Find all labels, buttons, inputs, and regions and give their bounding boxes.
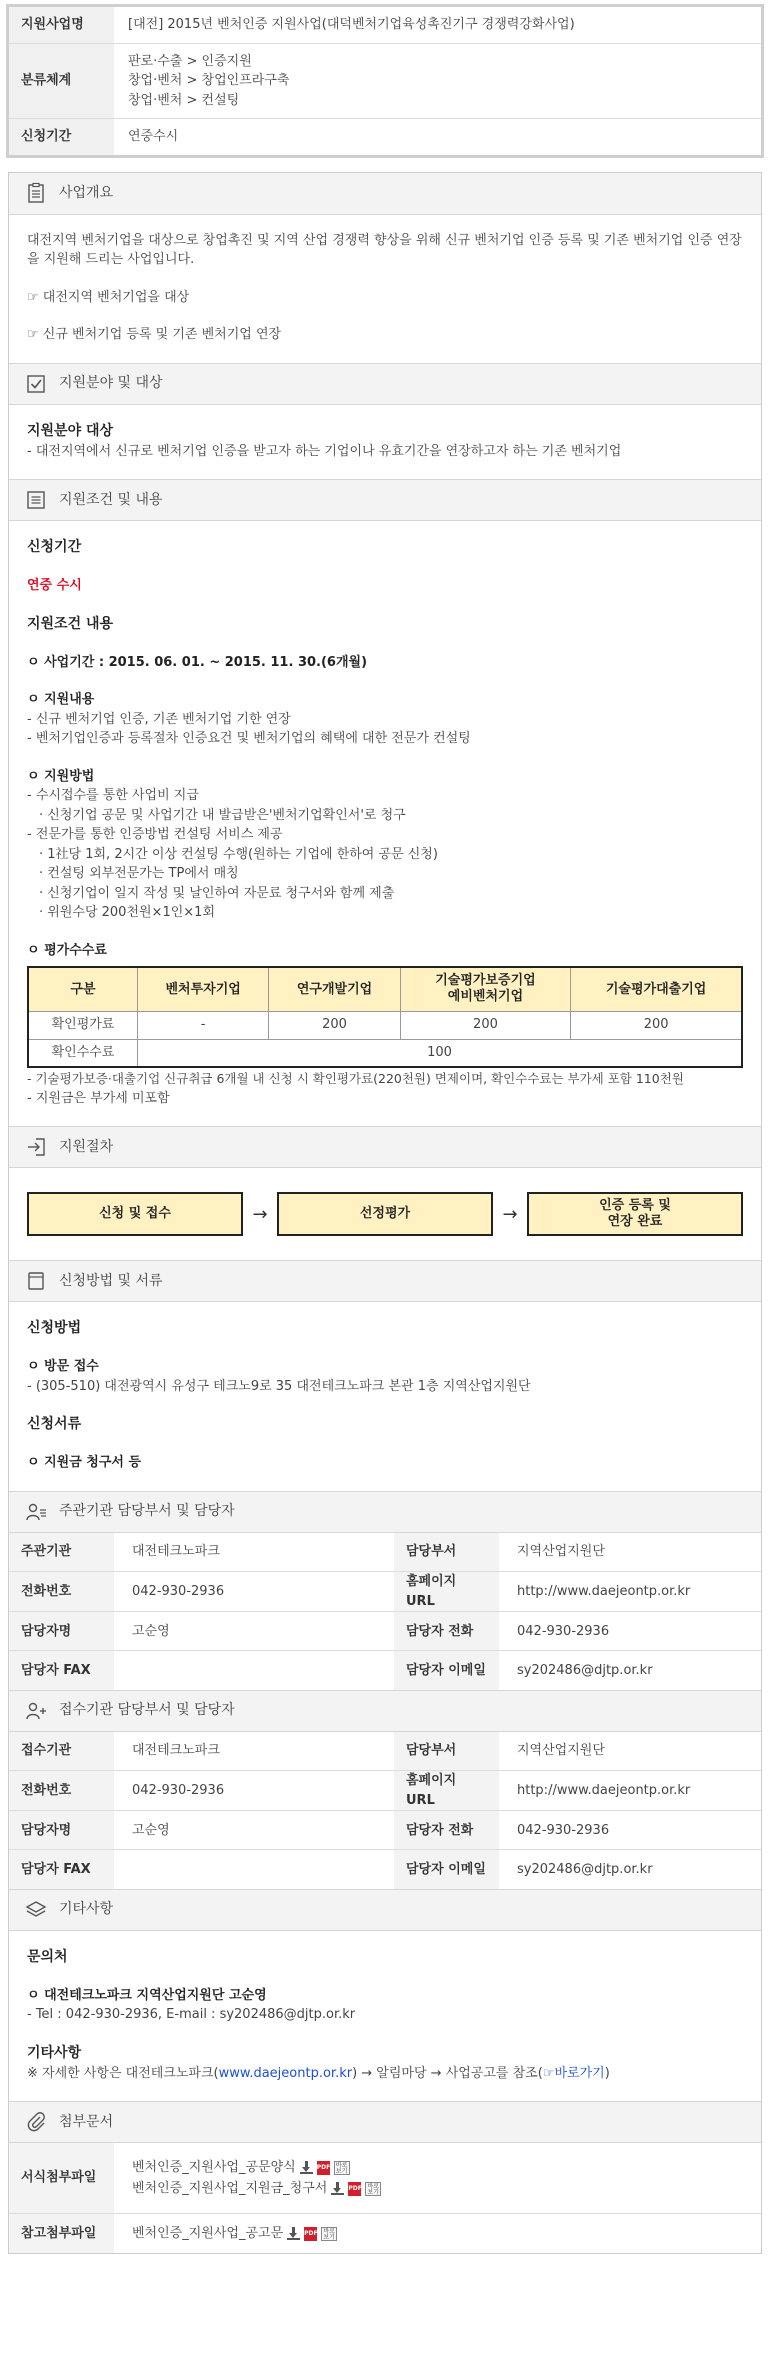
info-label: 담당자 이메일	[394, 1651, 499, 1690]
info-label: 담당자 FAX	[9, 1651, 114, 1690]
support-heading: ㅇ 지원내용	[27, 692, 95, 707]
info-label: 담당부서	[394, 1732, 499, 1771]
person-add-icon	[25, 1700, 47, 1722]
procedure-body	[9, 1168, 761, 1260]
file-name[interactable]: 벤처인증_지원사업_지원금_청구서	[132, 2180, 328, 2196]
info-value: 고순영	[114, 1811, 394, 1850]
host-table	[9, 1533, 761, 1690]
info-label: 담당부서	[394, 1533, 499, 1572]
table-row	[9, 1732, 761, 1771]
homepage-url: http://www.daejeontp.or.kr	[499, 1572, 761, 1612]
view-icon[interactable]: 바로보기	[334, 2161, 350, 2175]
info-label: 접수기관	[9, 1732, 114, 1771]
info-value: 대전테크노파크	[114, 1732, 394, 1771]
table-row	[9, 1651, 761, 1690]
pdf-icon[interactable]: PDF	[317, 2161, 330, 2175]
fee-cell: 200	[400, 1011, 570, 1039]
info-value: 042-930-2936	[114, 1572, 394, 1612]
section-header-etc	[9, 1889, 761, 1931]
section-title: 주관기관 담당부서 및 담당자	[59, 1503, 235, 1520]
contact-heading: 문의처	[27, 1948, 68, 1965]
info-value: 대전테크노파크	[114, 1533, 394, 1572]
other-heading: 기타사항	[27, 2044, 82, 2061]
paperclip-icon	[25, 2111, 47, 2133]
receiver-table	[9, 1732, 761, 1889]
download-icon[interactable]	[287, 2227, 300, 2240]
fee-col-header: 기술평가보증기업 예비벤처기업	[400, 967, 570, 1011]
fee-note: - 지원금은 부가세 미포함	[27, 1090, 170, 1106]
fee-cell: -	[137, 1011, 268, 1039]
section-title: 지원분야 및 대상	[59, 375, 163, 391]
etc-body	[9, 1931, 761, 2102]
ref-files	[114, 2213, 761, 2253]
summary-name-label: 지원사업명	[9, 7, 114, 43]
info-label: 홈페이지 URL	[394, 1572, 499, 1612]
info-value: sy202486@djtp.or.kr	[517, 1662, 653, 1678]
attachments-table	[9, 2143, 761, 2253]
info-label: 담당자 FAX	[9, 1850, 114, 1889]
procedure-step: 인증 등록 및 연장 완료	[527, 1192, 743, 1236]
fee-note: - 기술평가보증·대출기업 신규취급 6개월 내 신청 시 확인평가료(220천원) 면제이며, 확인수수료는 부가세 포함 110천원	[27, 1071, 684, 1086]
table-row	[9, 1533, 761, 1572]
section-title: 신청방법 및 서류	[59, 1272, 163, 1289]
section-header-conditions	[9, 479, 761, 521]
fee-cell: 확인수수료	[28, 1039, 137, 1067]
summary-category-value	[114, 43, 761, 119]
pdf-icon[interactable]: PDF	[348, 2182, 361, 2196]
summary-period-value: 연중수시	[128, 129, 179, 144]
section-header-receiver	[9, 1690, 761, 1732]
fee-col-header: 벤처투자기업	[137, 967, 268, 1011]
target-body	[9, 405, 761, 480]
info-value	[114, 1850, 394, 1889]
table-row	[9, 2213, 761, 2253]
info-value: 지역산업지원단	[499, 1533, 761, 1572]
support-line: - 벤처기업인증과 등록절차 인증요건 및 벤처기업의 혜택에 대한 전문가 컨설팅	[27, 731, 471, 746]
method-line: · 컨설팅 외부전문가는 TP에서 매칭	[39, 866, 239, 881]
table-row	[9, 1572, 761, 1612]
fee-col-header: 연구개발기업	[269, 967, 400, 1011]
category-item: 창업·벤처 > 창업인프라구축	[128, 73, 290, 88]
section-header-host	[9, 1491, 761, 1533]
form-files	[114, 2143, 761, 2213]
info-value: 042-930-2936	[499, 1612, 761, 1651]
download-icon[interactable]	[300, 2161, 313, 2174]
category-item: 판로·수출 > 인증지원	[128, 53, 252, 69]
fee-cell: 200	[269, 1011, 400, 1039]
section-header-attachments	[9, 2101, 761, 2143]
other-text-part: )	[604, 2065, 610, 2081]
person-list-icon	[25, 1501, 47, 1523]
layers-icon	[25, 1899, 47, 1921]
content-heading: 지원조건 내용	[27, 615, 114, 632]
info-label: 전화번호	[9, 1572, 114, 1612]
method-line: · 신청기업 공문 및 사업기간 내 발급받은'벤처기업확인서'로 청구	[39, 807, 406, 823]
category-item: 창업·벤처 > 컨설팅	[128, 92, 240, 108]
contact-org: ㅇ 대전테크노파크 지역산업지원단 고순영	[27, 1987, 267, 2003]
table-row	[9, 1771, 761, 1811]
fee-cell: 100	[137, 1039, 742, 1067]
overview-body	[9, 215, 761, 363]
summary-name-value: [대전] 2015년 벤처인증 지원사업(대덕벤처기업육성촉진기구 경쟁력강화사업)	[114, 7, 761, 43]
table-row	[9, 1612, 761, 1651]
info-label: 담당자명	[9, 1811, 114, 1850]
file-name[interactable]: 벤처인증_지원사업_공문양식	[132, 2159, 296, 2175]
table-row	[28, 1039, 742, 1067]
method-line: · 위원수당 200천원×1인×1회	[39, 905, 216, 920]
apply-visit: ㅇ 방문 접수	[27, 1359, 99, 1375]
other-text-part: ) → 알림마당 → 사업공고를 참조(	[352, 2065, 543, 2081]
procedure-step: 선정평가	[277, 1192, 493, 1236]
period-value: 연중 수시	[27, 578, 82, 593]
overview-bullet: ☞ 신규 벤처기업 등록 및 기존 벤처기업 연장	[27, 327, 282, 342]
info-label: 홈페이지 URL	[394, 1771, 499, 1811]
fee-cell: 200	[571, 1011, 742, 1039]
section-title: 기타사항	[59, 1901, 114, 1918]
info-value: 고순영	[114, 1612, 394, 1651]
apply-address: - (305-510) 대전광역시 유성구 테크노9로 35 대전테크노파크 본관 1층 지역산업지원단	[27, 1378, 531, 1394]
fee-col-header: 구분	[28, 967, 137, 1011]
method-line: - 전문가를 통한 인증방법 컨설팅 서비스 제공	[27, 827, 283, 842]
fee-col-header: 기술평가대출기업	[571, 967, 742, 1011]
form-files-label: 서식첨부파일	[9, 2143, 114, 2213]
section-header-target	[9, 363, 761, 405]
view-icon[interactable]: 바로보기	[365, 2182, 381, 2196]
clipboard-icon	[25, 182, 47, 204]
section-header-apply	[9, 1260, 761, 1302]
section-title: 사업개요	[59, 184, 114, 201]
summary-period-label: 신청기간	[9, 119, 114, 155]
file-name[interactable]: 벤처인증_지원사업_공고문	[132, 2225, 284, 2241]
apply-body	[9, 1302, 761, 1491]
goto-link[interactable]: ☞바로가기	[542, 2065, 605, 2081]
table-row	[9, 2143, 761, 2213]
target-heading: 지원분야 대상	[27, 422, 114, 439]
file-item	[132, 2178, 743, 2199]
target-text: - 대전지역에서 신규로 벤처기업 인증을 받고자 하는 기업이나 유효기간을 연장하고자 하는 기존 벤처기업	[27, 443, 622, 459]
section-header-procedure	[9, 1126, 761, 1168]
period-heading: 신청기간	[27, 539, 82, 555]
procedure-steps	[27, 1184, 743, 1242]
fee-heading: ㅇ 평가수수료	[27, 942, 107, 958]
section-title: 지원조건 및 내용	[59, 491, 163, 508]
view-icon[interactable]: 바로보기	[321, 2227, 337, 2241]
apply-method-heading: 신청방법	[27, 1320, 82, 1337]
ref-files-label: 참고첨부파일	[9, 2213, 114, 2253]
method-line: · 신청기업이 일지 작성 및 날인하여 자문료 청구서와 함께 제출	[39, 885, 395, 901]
info-value: sy202486@djtp.or.kr	[517, 1861, 653, 1877]
file-item	[132, 2157, 743, 2178]
detail-card	[8, 172, 762, 2255]
summary-box	[6, 4, 764, 158]
procedure-step: 신청 및 접수	[27, 1192, 243, 1236]
section-header-overview	[9, 173, 761, 215]
info-value: 지역산업지원단	[499, 1732, 761, 1771]
table-row	[28, 1011, 742, 1039]
checkbox-icon	[25, 373, 47, 395]
support-line: - 신규 벤처기업 인증, 기존 벤처기업 기한 연장	[27, 711, 291, 727]
info-label: 담당자 전화	[394, 1612, 499, 1651]
section-title: 지원절차	[59, 1138, 114, 1155]
info-label: 담당자 전화	[394, 1811, 499, 1850]
download-icon[interactable]	[331, 2182, 344, 2195]
info-value: 042-930-2936	[114, 1771, 394, 1811]
info-label: 주관기관	[9, 1533, 114, 1572]
conditions-body	[9, 521, 761, 1126]
section-title: 접수기관 담당부서 및 담당자	[59, 1702, 235, 1719]
other-text-part: ※ 자세한 사항은 대전테크노파크(	[27, 2065, 219, 2081]
summary-category-label: 분류체계	[9, 43, 114, 119]
section-title: 첨부문서	[59, 2113, 114, 2130]
method-heading: ㅇ 지원방법	[27, 768, 95, 784]
info-label: 담당자명	[9, 1612, 114, 1651]
fee-cell: 확인평가료	[28, 1011, 137, 1039]
file-item	[132, 2223, 743, 2244]
info-label: 전화번호	[9, 1771, 114, 1811]
fee-table	[27, 966, 743, 1068]
other-text	[27, 2064, 743, 2084]
arrow-right-icon: →	[502, 1203, 518, 1225]
list-icon	[25, 489, 47, 511]
info-value: 042-930-2936	[499, 1811, 761, 1850]
homepage-url: http://www.daejeontp.or.kr	[499, 1771, 761, 1811]
pdf-icon[interactable]: PDF	[304, 2227, 317, 2241]
overview-desc: 대전지역 벤처기업을 대상으로 창업촉진 및 지역 산업 경쟁력 향상을 위해 신규 벤처기업 인증 등록 및 기존 벤처기업 인증 연장을 지원해 드리는 사업입니다.	[27, 232, 742, 267]
table-row	[9, 1811, 761, 1850]
daejeontp-link[interactable]: www.daejeontp.or.kr	[218, 2065, 353, 2081]
apply-docs-heading: 신청서류	[27, 1416, 82, 1433]
method-line: · 1社당 1회, 2시간 이상 컨설팅 수행(원하는 기업에 한하여 공문 신청)	[39, 846, 438, 862]
contact-line: - Tel : 042-930-2936, E-mail : sy202486@djtp.or.kr	[27, 2007, 356, 2023]
arrow-right-icon: →	[252, 1203, 268, 1225]
document-icon	[25, 1270, 47, 1292]
overview-bullet: ☞ 대전지역 벤처기업을 대상	[27, 289, 190, 305]
biz-period: ㅇ 사업기간 : 2015. 06. 01. ~ 2015. 11. 30.(6개월)	[27, 654, 368, 670]
method-line: - 수시접수를 통한 사업비 지급	[27, 788, 199, 803]
apply-docs-item: ㅇ 지원금 청구서 등	[27, 1455, 142, 1471]
enter-arrow-icon	[25, 1136, 47, 1158]
info-value	[114, 1651, 394, 1690]
table-row	[9, 1850, 761, 1889]
info-label: 담당자 이메일	[394, 1850, 499, 1889]
